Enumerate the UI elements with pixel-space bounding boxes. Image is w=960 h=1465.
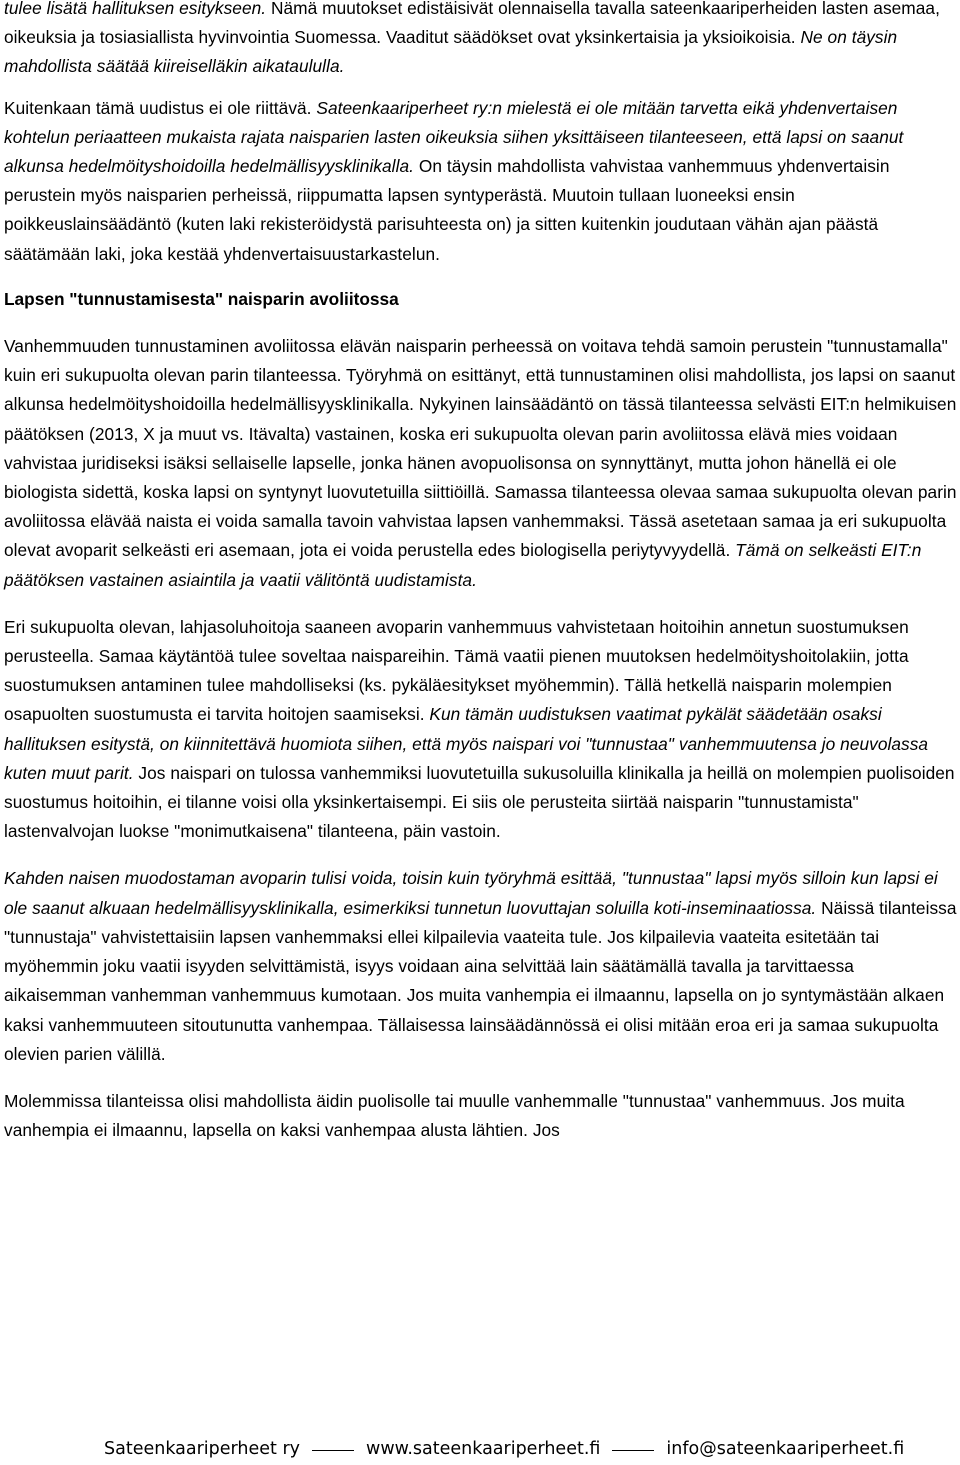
paragraph-5 — [4, 864, 957, 1068]
paragraph-2-text-1: Kuitenkaan tämä uudistus ei ole riittävä. — [4, 97, 317, 118]
section-heading: Lapsen "tunnustamisesta" naisparin avoliitossa — [4, 288, 399, 309]
paragraph-5-italic-1: Kahden naisen muodostaman avoparin tulisi voida, toisin kuin työryhmä esittää, "tunnustaa" lapsi myös silloin kun lapsi ei ole saanut alkuaan hedelmällisyysklinikalla, esimerkiksi tunnetun luovuttajan soluilla koti-inseminaatiossa. — [4, 868, 938, 918]
footer-website-link[interactable]: www.sateenkaariperheet.fi — [366, 1439, 601, 1459]
paragraph-6 — [4, 1087, 957, 1145]
paragraph-4-italic-1: Kun tämän uudistuksen vaatimat pykälät säädetään osaksi hallituksen esitystä, on kiinnitettävä huomiota siihen, että myös naispari voi "tunnustaa" vanhemmuutensa jo neuvolassa kuten muut parit. — [4, 704, 929, 783]
document-page — [4, 0, 957, 1145]
paragraph-4 — [4, 613, 957, 847]
footer-separator — [312, 1450, 354, 1451]
paragraph-1-italic-2: Ne on täysin mahdollista säätää kiireiselläkin aikataululla. — [4, 27, 898, 77]
paragraph-2-text-2: On täysin mahdollista vahvistaa vanhemmuus yhdenvertaisin perustein myös naisparien perheissä, riippumatta lapsen syntyperästä. Muutoin tullaan luoneeksi ensin poikkeuslainsäädäntö (kuten laki rekisteröidystä parisuhteesta on) ja sitten kuitenkin joudutaan vähän ajan päästä säätämään laki, joka kestää yhdenvertaisuustarkastelun. — [4, 156, 890, 264]
paragraph-1-italic-1: tulee lisätä hallituksen esitykseen. — [4, 0, 267, 18]
footer-organization: Sateenkaariperheet ry — [104, 1439, 301, 1459]
paragraph-1-text-1: Nämä muutokset edistäisivät olennaisella tavalla sateenkaariperheiden lasten asemaa, oikeuksia ja tosiasiallista hyvinvointia Suomessa. Vaaditut säädökset ovat yksinkertaisia ja yksioikoisia. — [4, 0, 940, 48]
paragraph-2-italic-1: Sateenkaariperheet ry:n mielestä ei ole mitään tarvetta eikä yhdenvertaisen kohtelun periaatteen mukaista rajata naisparien lasten oikeuksia siihen yksittäiseen tilanteeseen, että lapsi on saanut alkunsa hedelmöityshoidoilla hedelmällisyysklinikalla. — [4, 97, 904, 177]
paragraph-5-text-1: Näissä tilanteissa "tunnustaja" vahvistettaisiin lapsen vanhemmaksi ellei kilpailevia vaateita tule. Jos kilpailevia vaateita esitetään tai myöhemmin joku vaatii isyyden selvittämistä, isyys voidaan aina selvittää lain säätämällä tavalla ja tarvittaessa aikaisemman vanhemman vanhemmuus kumotaan. Jos muita vanhempia ei ilmaannu, lapsella on jo syntymästään alkaen kaksi vanhemmuuteen sitoutunutta vanhempaa. Tällaisessa lainsäädännössä ei olisi mitään eroa eri ja samaa sukupuolta olevien parien välillä. — [4, 897, 957, 1064]
paragraph-1 — [4, 0, 957, 82]
paragraph-3 — [4, 332, 957, 595]
paragraph-6-text-1: Molemmissa tilanteissa olisi mahdollista äidin puolisolle tai muulle vanhemmalle "tunnustaa" vanhemmuus. Jos muita vanhempia ei ilmaannu, lapsella on kaksi vanhempaa alusta lähtien. Jos — [4, 1090, 905, 1141]
footer-email-link[interactable]: info@sateenkaariperheet.fi — [666, 1439, 905, 1459]
paragraph-2 — [4, 94, 957, 269]
paragraph-3-text-1: Vanhemmuuden tunnustaminen avoliitossa elävän naisparin perheessä on voitava tehdä samoin perustein "tunnustamalla" kuin eri sukupuolta olevan parin tilanteessa. Työryhmä on esittänyt, että tunnustaminen olisi mahdollista, jos lapsi on saanut alkunsa hedelmöityshoidoilla hedelmällisyysklinikalla. Nykyinen lainsäädäntö on tässä tilanteessa selvästi EIT:n helmikuisen päätöksen (2013, X ja muut vs. Itävalta) vastainen, koska eri sukupuolta olevan parin avoliitossa elävä mies voidaan vahvistaa juridiseksi isäksi sellaiselle lapselle, jonka hänen avopuolisonsa on synnyttänyt, mutta johon hänellä ei ole biologista sidettä, koska lapsi on syntynyt luovutetuilla siittiöillä. Samassa tilanteessa olevaa samaa sukupuolta olevan parin avoliitossa elävää naista ei voida samalla tavoin vahvistaa lapsen vanhemmaksi. Tässä asetetaan samaa ja eri sukupuolta olevat avoparit selkeästi eri asemaan, jota ei voida perustella edes biologisella periytyvyydellä. — [4, 336, 957, 561]
paragraph-4-text-1: Eri sukupuolta olevan, lahjasoluhoitoja saaneen avoparin vanhemmuus vahvistetaan hoitoihin annetun suostumuksen perusteella. Samaa käytäntöä tulee soveltaa naispareihin. Tämä vaatii pienen muutoksen hedelmöityshoitolakiin, jotta suostumuksen antaminen tulee mahdolliseksi (ks. pykäläesitykset myöhemmin). Tällä hetkellä naisparin molempien osapuolten suostumusta ei tarvita hoitojen saamiseksi. — [4, 616, 909, 725]
page-footer — [104, 1436, 904, 1462]
paragraph-3-italic-1: Tämä on selkeästi EIT:n päätöksen vastainen asiaintila ja vaatii välitöntä uudistamista. — [4, 540, 922, 590]
footer-separator — [612, 1450, 654, 1451]
paragraph-4-text-2: Jos naispari on tulossa vanhemmiksi luovutetuilla sukusoluilla klinikalla ja heillä on molempien puolisoiden suostumus hoitoihin, ei tilanne voisi olla yksinkertaisempi. Ei siis ole perusteita siirtää naisparin "tunnustamista" lastenvalvojan luokse "monimutkaisena" tilanteena, päin vastoin. — [4, 762, 955, 842]
